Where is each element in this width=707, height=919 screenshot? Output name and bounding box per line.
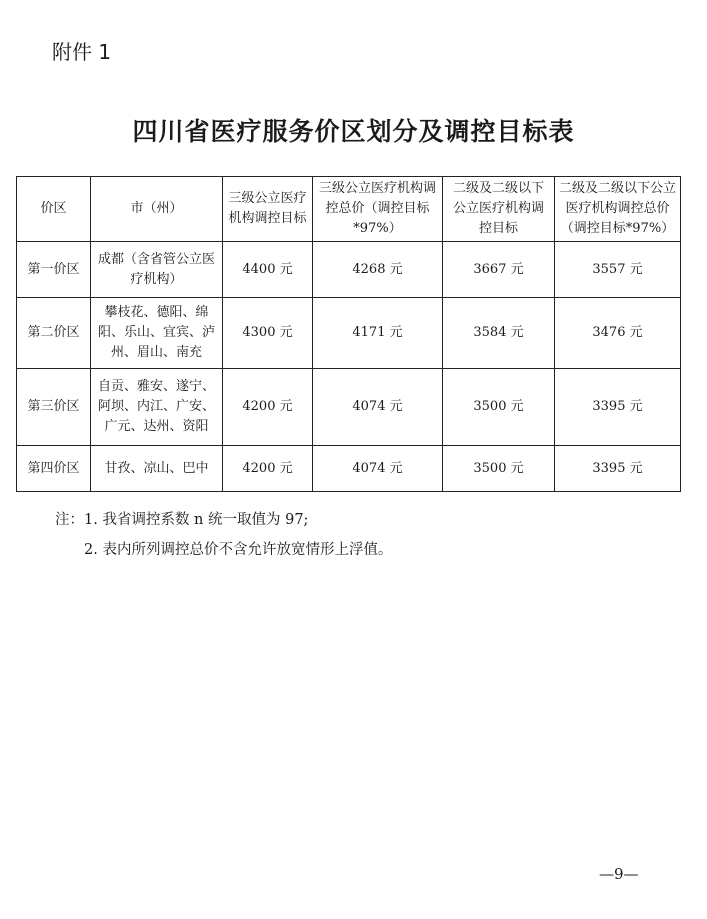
price-zone-table <box>16 176 681 492</box>
header-city: 市（州） <box>91 177 223 242</box>
t2-target-cell: 3500 元 <box>443 369 555 446</box>
header-zone: 价区 <box>17 177 91 242</box>
note-1: 注：1. 我省调控系数 n 统一取值为 97; <box>55 512 309 528</box>
header-t2-target: 二级及二级以下公立医疗机构调控目标 <box>443 177 555 242</box>
zone-cell: 第二价区 <box>17 298 91 369</box>
t2-total-cell: 3395 元 <box>555 369 681 446</box>
t3-target-cell: 4400 元 <box>223 242 313 298</box>
zone-cell: 第一价区 <box>17 242 91 298</box>
t2-target-cell: 3584 元 <box>443 298 555 369</box>
t2-target-cell: 3667 元 <box>443 242 555 298</box>
city-cell: 成都（含省管公立医疗机构） <box>91 242 223 298</box>
t2-total-cell: 3557 元 <box>555 242 681 298</box>
table-row <box>17 242 681 298</box>
note-2: 2. 表内所列调控总价不含允许放宽情形上浮值。 <box>84 542 393 558</box>
t3-total-cell: 4268 元 <box>313 242 443 298</box>
t2-total-cell: 3476 元 <box>555 298 681 369</box>
table-row <box>17 298 681 369</box>
city-cell: 攀枝花、德阳、绵阳、乐山、宜宾、泸州、眉山、南充 <box>91 298 223 369</box>
header-t3-target: 三级公立医疗机构调控目标 <box>223 177 313 242</box>
t3-target-cell: 4300 元 <box>223 298 313 369</box>
attachment-label: 附件 1 <box>52 40 112 64</box>
t2-total-cell: 3395 元 <box>555 446 681 492</box>
header-t3-total: 三级公立医疗机构调控总价（调控目标*97%） <box>313 177 443 242</box>
table-row <box>17 446 681 492</box>
zone-cell: 第四价区 <box>17 446 91 492</box>
notes <box>55 505 392 565</box>
table-row <box>17 369 681 446</box>
city-cell: 甘孜、凉山、巴中 <box>91 446 223 492</box>
table-header-row <box>17 177 681 242</box>
city-cell: 自贡、雅安、遂宁、阿坝、内江、广安、广元、达州、资阳 <box>91 369 223 446</box>
t3-total-cell: 4171 元 <box>313 298 443 369</box>
zone-cell: 第三价区 <box>17 369 91 446</box>
t3-target-cell: 4200 元 <box>223 446 313 492</box>
t2-target-cell: 3500 元 <box>443 446 555 492</box>
page-number: —9— <box>599 865 639 883</box>
t3-total-cell: 4074 元 <box>313 369 443 446</box>
document-title: 四川省医疗服务价区划分及调控目标表 <box>132 117 575 146</box>
t3-target-cell: 4200 元 <box>223 369 313 446</box>
header-t2-total: 二级及二级以下公立医疗机构调控总价（调控目标*97%） <box>555 177 681 242</box>
t3-total-cell: 4074 元 <box>313 446 443 492</box>
